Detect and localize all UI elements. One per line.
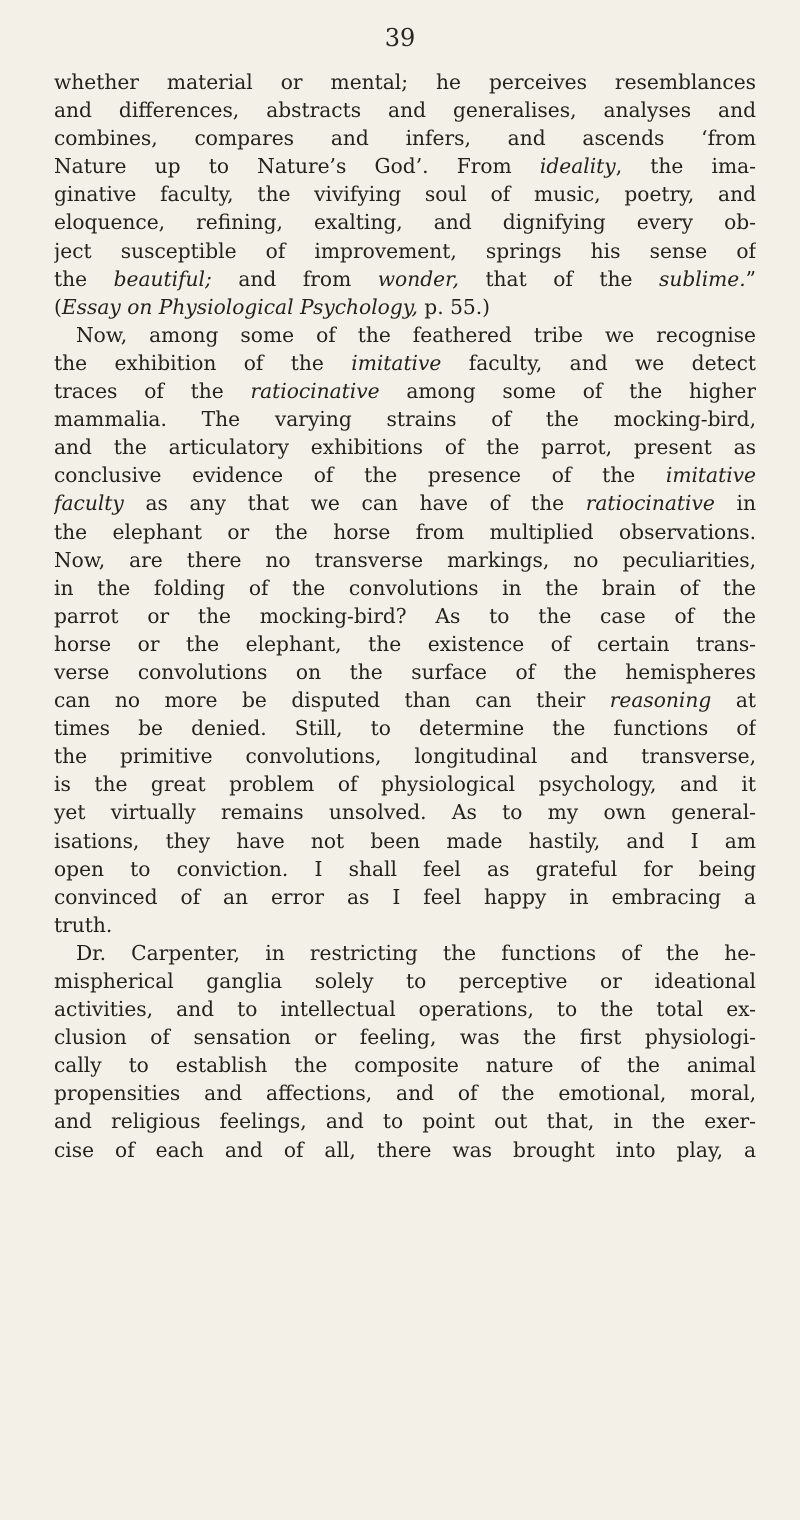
text-line: horse or the elephant, the existence of certain trans-	[54, 631, 756, 656]
text-line: propensities and affections, and of the emotional, moral,	[54, 1081, 756, 1106]
text-line: and religious feelings, and to point out that, in the exer-	[54, 1109, 756, 1134]
text-line: faculty as any that we can have of the ratiocinative in	[54, 491, 756, 516]
text-line: Dr. Carpenter, in restricting the functions of the he-	[76, 940, 756, 965]
text-line: ject susceptible of improvement, springs his sense of	[54, 238, 756, 263]
body-text	[54, 68, 756, 1164]
text-line: mammalia. The varying strains of the mocking-bird,	[54, 407, 756, 432]
text-line: combines, compares and infers, and ascends ‘from	[54, 126, 756, 151]
text-line: parrot or the mocking-bird? As to the case of the	[54, 603, 756, 628]
text-line: is the great problem of physiological psychology, and it	[54, 772, 756, 797]
text-line: eloquence, refining, exalting, and dignifying every ob-	[54, 210, 756, 235]
text-line: conclusive evidence of the presence of the imitative	[54, 463, 756, 488]
text-line: (Essay on Physiological Psychology, p. 55.)	[54, 294, 491, 319]
text-line: traces of the ratiocinative among some of the higher	[54, 379, 756, 404]
text-line: and the articulatory exhibitions of the parrot, present as	[54, 435, 756, 460]
text-line: open to conviction. I shall feel as grateful for being	[54, 856, 756, 881]
text-line: truth.	[54, 912, 113, 937]
text-line: isations, they have not been made hastily, and I am	[54, 828, 756, 853]
text-line: in the folding of the convolutions in the brain of the	[54, 575, 756, 600]
text-line: cise of each and of all, there was brought into play, a	[54, 1137, 756, 1162]
text-line: activities, and to intellectual operations, to the total ex-	[54, 997, 756, 1022]
text-line: times be denied. Still, to determine the functions of	[54, 716, 756, 741]
text-line: clusion of sensation or feeling, was the first physiologi-	[54, 1025, 756, 1050]
text-line: can no more be disputed than can their reasoning at	[54, 688, 756, 713]
text-line: cally to establish the composite nature of the animal	[54, 1053, 756, 1078]
text-line: Now, among some of the feathered tribe we recognise	[76, 322, 756, 347]
text-line: Now, are there no transverse markings, no peculiarities,	[54, 547, 756, 572]
text-line: ginative faculty, the vivifying soul of music, poetry, and	[54, 182, 756, 207]
text-line: yet virtually remains unsolved. As to my own general-	[54, 800, 756, 825]
text-line: the elephant or the horse from multiplied observations.	[54, 519, 756, 544]
text-line: Nature up to Nature’s God’. From ideality, the ima-	[54, 154, 756, 179]
text-line: the beautiful; and from wonder, that of the sublime.”	[54, 266, 756, 291]
text-line: verse convolutions on the surface of the hemispheres	[54, 659, 756, 684]
text-line: whether material or mental; he perceives resemblances	[54, 70, 756, 94]
text-line: and differences, abstracts and generalises, analyses and	[54, 98, 756, 123]
page-number: 39	[384, 24, 416, 52]
text-line: convinced of an error as I feel happy in embracing a	[54, 884, 756, 909]
text-line: the exhibition of the imitative faculty, and we detect	[54, 350, 756, 375]
text-line: mispherical ganglia solely to perceptive or ideational	[54, 969, 756, 993]
text-line: the primitive convolutions, longitudinal and transverse,	[54, 744, 756, 769]
